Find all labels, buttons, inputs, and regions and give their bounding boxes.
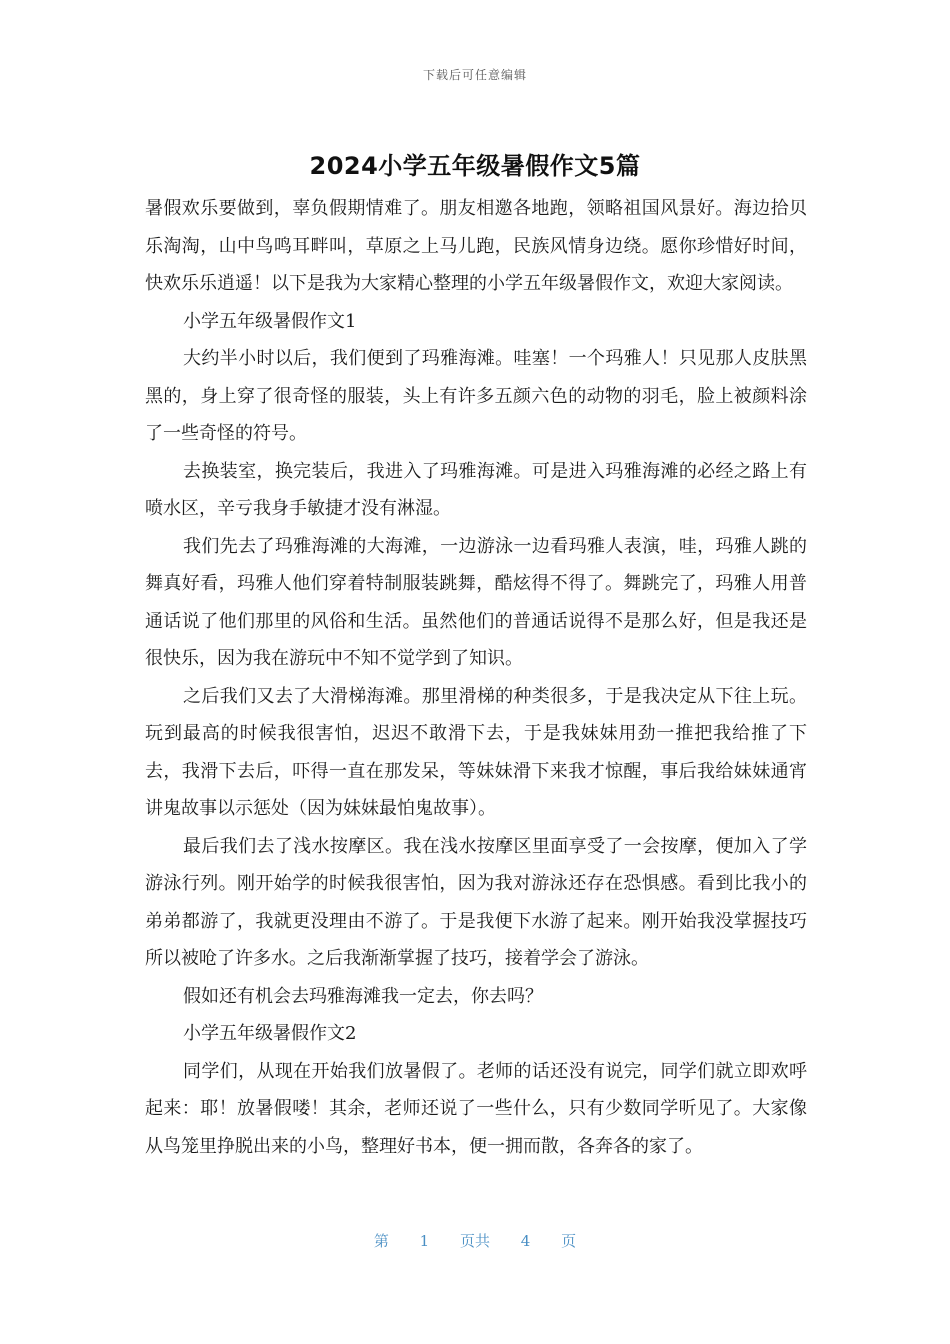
paragraph: 最后我们去了浅水按摩区。我在浅水按摩区里面享受了一会按摩，便加入了学游泳行列。刚开始学的时候我很害怕，因为我对游泳还存在恐惧感。看到比我小的弟弟都游了，我就更没理由不游了。于是我便下水游了起来。刚开始我没掌握技巧所以被呛了许多水。之后我渐渐掌握了技巧，接着学会了游泳。 bbox=[145, 835, 807, 969]
footer-label-pages: 页 bbox=[561, 1232, 577, 1250]
paragraph: 去换装室，换完装后，我进入了玛雅海滩。可是进入玛雅海滩的必经之路上有喷水区，辛亏我身手敏捷才没有淋湿。 bbox=[145, 460, 807, 519]
document-body bbox=[145, 190, 807, 1165]
header-note: 下载后可任意编辑 bbox=[422, 68, 527, 82]
section-heading: 小学五年级暑假作文2 bbox=[183, 1023, 357, 1044]
paragraph: 假如还有机会去玛雅海滩我一定去，你去吗？ bbox=[183, 985, 543, 1007]
section-heading: 小学五年级暑假作文1 bbox=[183, 310, 357, 332]
footer-current-page: 1 bbox=[419, 1232, 430, 1250]
paragraph: 大约半小时以后，我们便到了玛雅海滩。哇塞！一个玛雅人！只见那人皮肤黑黑的，身上穿了很奇怪的服装，头上有许多五颜六色的动物的羽毛，脸上被颜料涂了一些奇怪的符号。 bbox=[145, 348, 807, 444]
footer-label-of: 页共 bbox=[459, 1232, 490, 1250]
footer-total-pages: 4 bbox=[520, 1232, 531, 1250]
footer-label-page: 第 bbox=[373, 1232, 389, 1250]
page-number-footer bbox=[0, 1230, 950, 1251]
document-title: 2024小学五年级暑假作文5篇 bbox=[309, 152, 641, 180]
paragraph: 同学们，从现在开始我们放暑假了。老师的话还没有说完，同学们就立即欢呼起来：耶！放暑假喽！其余，老师还说了一些什么，只有少数同学听见了。大家像从鸟笼里挣脱出来的小鸟，整理好书本，便一拥而散，各奔各的家了。 bbox=[145, 1060, 807, 1157]
paragraph: 之后我们又去了大滑梯海滩。那里滑梯的种类很多，于是我决定从下往上玩。玩到最高的时候我很害怕，迟迟不敢滑下去，于是我妹妹用劲一推把我给推了下去，我滑下去后，吓得一直在那发呆，等妹妹滑下来我才惊醒，事后我给妹妹通宵讲鬼故事以示惩处（因为妹妹最怕鬼故事）。 bbox=[145, 685, 807, 819]
paragraph: 我们先去了玛雅海滩的大海滩，一边游泳一边看玛雅人表演，哇，玛雅人跳的舞真好看，玛雅人他们穿着特制服装跳舞，酷炫得不得了。舞跳完了，玛雅人用普通话说了他们那里的风俗和生活。虽然他们的普通话说得不是那么好，但是我还是很快乐，因为我在游玩中不知不觉学到了知识。 bbox=[145, 535, 807, 669]
intro-paragraph: 暑假欢乐要做到，辜负假期情难了。朋友相邀各地跑，领略祖国风景好。海边拾贝乐淘淘，山中鸟鸣耳畔叫，草原之上马儿跑，民族风情身边绕。愿你珍惜好时间，快欢乐乐逍遥！以下是我为大家精心整理的小学五年级暑假作文，欢迎大家阅读。 bbox=[145, 198, 807, 294]
